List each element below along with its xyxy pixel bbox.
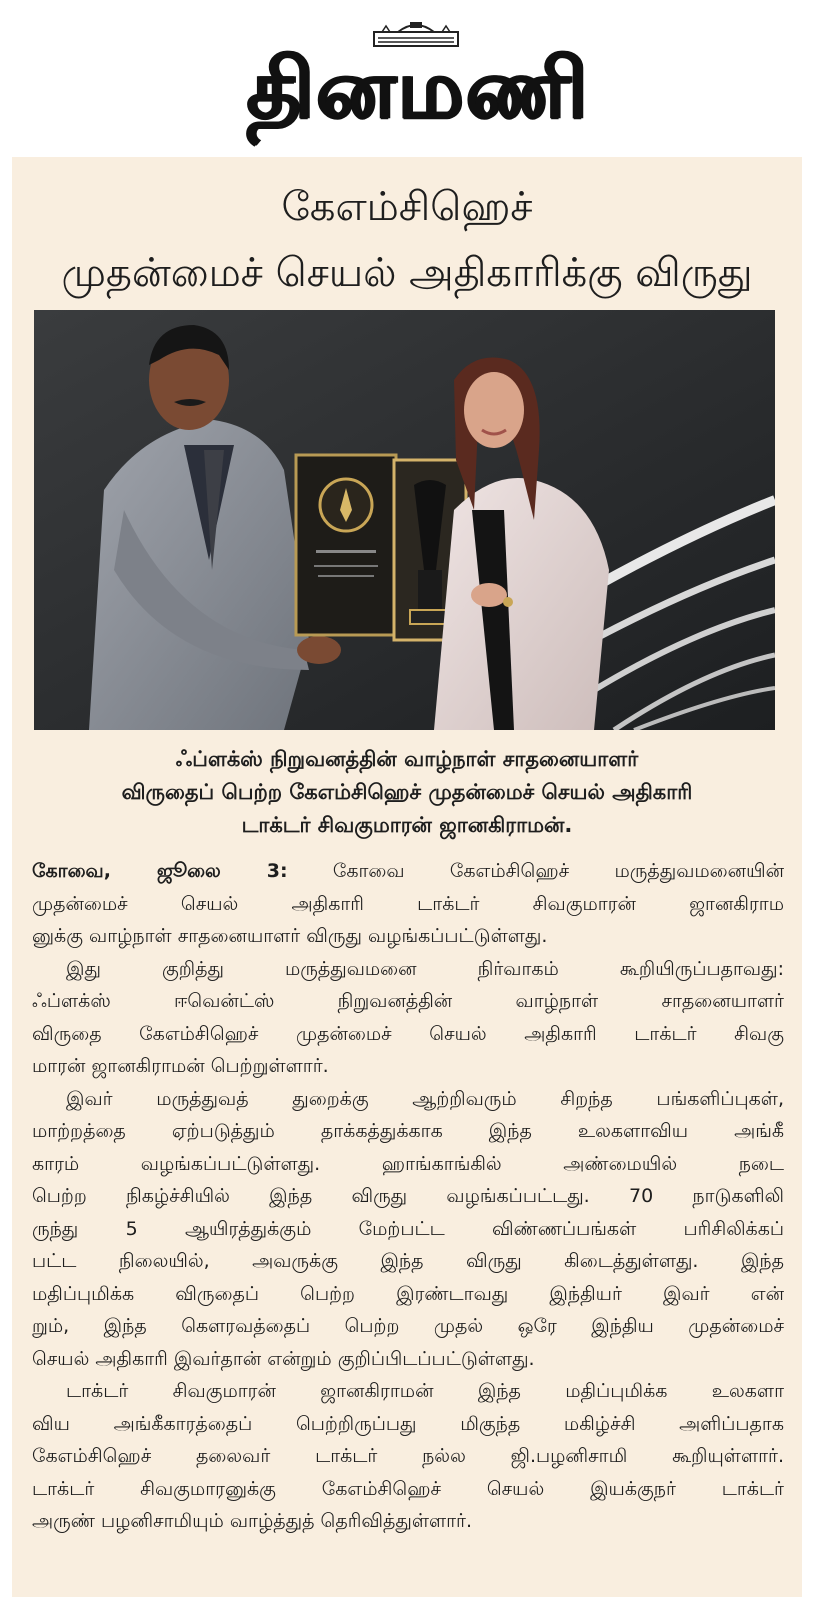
- body-line: னுக்கு வாழ்நாள் சாதனையாளர் விருது வழங்கப்பட்டுள்ளது.: [32, 925, 548, 947]
- article-clipping: [12, 157, 802, 1597]
- newspaper-title: தினமணி: [246, 42, 590, 137]
- body-line: றும், இந்த கௌரவத்தைப் பெற்ற முதல் ஒரே இந்திய முதன்மைச்: [32, 1315, 784, 1337]
- body-line: விய அங்கீகாரத்தைப் பெற்றிருப்பது மிகுந்த மகிழ்ச்சி அளிப்பதாக: [32, 1412, 784, 1435]
- body-line: [32, 855, 784, 888]
- article-body: [32, 855, 784, 1538]
- body-line: அருண் பழனிசாமியும் வாழ்த்துத் தெரிவித்துள்ளார்.: [32, 1510, 473, 1532]
- headline-line-2: முதன்மைச் செயல் அதிகாரிக்கு விருது: [61, 250, 753, 296]
- body-line: இது குறித்து மருத்துவமனை நிர்வாகம் கூறியிருப்பதாவது:: [66, 957, 784, 980]
- photo-caption: [12, 743, 802, 842]
- body-line: ஃப்ளக்ஸ் ஈவென்ட்ஸ் நிறுவனத்தின் வாழ்நாள் சாதனையாளர்: [32, 990, 784, 1012]
- body-line: மாரன் ஜானகிராமன் பெற்றுள்ளார்.: [32, 1055, 329, 1077]
- body-line: டாக்டர் சிவகுமாரனுக்கு கேஎம்சிஹெச் செயல் இயக்குநர் டாக்டர்: [32, 1477, 784, 1500]
- body-line: செயல் அதிகாரி இவர்தான் என்றும் குறிப்பிடப்பட்டுள்ளது.: [32, 1347, 535, 1370]
- body-line: ருந்து 5 ஆயிரத்துக்கும் மேற்பட்ட விண்ணப்பங்கள் பரிசிலிக்கப்: [32, 1217, 784, 1240]
- body-line: காரம் வழங்கப்பட்டுள்ளது. ஹாங்காங்கில் அண்மையில் நடை: [32, 1152, 784, 1175]
- body-line: மதிப்புமிக்க விருதைப் பெற்ற இரண்டாவது இந்தியர் இவர் என்: [32, 1282, 784, 1305]
- caption-line: ஃப்ளக்ஸ் நிறுவனத்தின் வாழ்நாள் சாதனையாளர்: [175, 747, 639, 771]
- dateline: கோவை, ஜூலை 3:: [32, 860, 288, 882]
- body-line: இவர் மருத்துவத் துறைக்கு ஆற்றிவரும் சிறந்த பங்களிப்புகள்,: [66, 1087, 784, 1110]
- body-line: விருதை கேஎம்சிஹெச் முதன்மைச் செயல் அதிகாரி டாக்டர் சிவகு: [32, 1022, 784, 1045]
- masthead: [0, 0, 836, 155]
- caption-line: விருதைப் பெற்ற கேஎம்சிஹெச் முதன்மைச் செயல் அதிகாரி: [121, 780, 693, 804]
- body-line: பட்ட நிலையில், அவருக்கு இந்த விருது கிடைத்துள்ளது. இந்த: [32, 1250, 784, 1272]
- body-line: பெற்ற நிகழ்ச்சியில் இந்த விருது வழங்கப்பட்டது. 70 நாடுகளிலி: [32, 1185, 784, 1207]
- body-line: முதன்மைச் செயல் அதிகாரி டாக்டர் சிவகுமாரன் ஜானகிராம: [32, 892, 784, 915]
- photo-illustration: [34, 310, 775, 730]
- caption-line: டாக்டர் சிவகுமாரன் ஜானகிராமன்.: [241, 813, 573, 837]
- body-line: கேஎம்சிஹெச் தலைவர் டாக்டர் நல்ல ஜி.பழனிசாமி கூறியுள்ளார்.: [32, 1445, 784, 1467]
- body-line-text: கோவை கேஎம்சிஹெச் மருத்துவமனையின்: [287, 860, 784, 882]
- body-line: டாக்டர் சிவகுமாரன் ஜானகிராமன் இந்த மதிப்புமிக்க உலகளா: [66, 1380, 784, 1402]
- headline-line-1: கேஎம்சிஹெச்: [281, 184, 533, 230]
- award-presentation-photo: [34, 310, 775, 730]
- body-line: மாற்றத்தை ஏற்படுத்தும் தாக்கத்துக்காக இந்த உலகளாவிய அங்கீ: [32, 1120, 784, 1142]
